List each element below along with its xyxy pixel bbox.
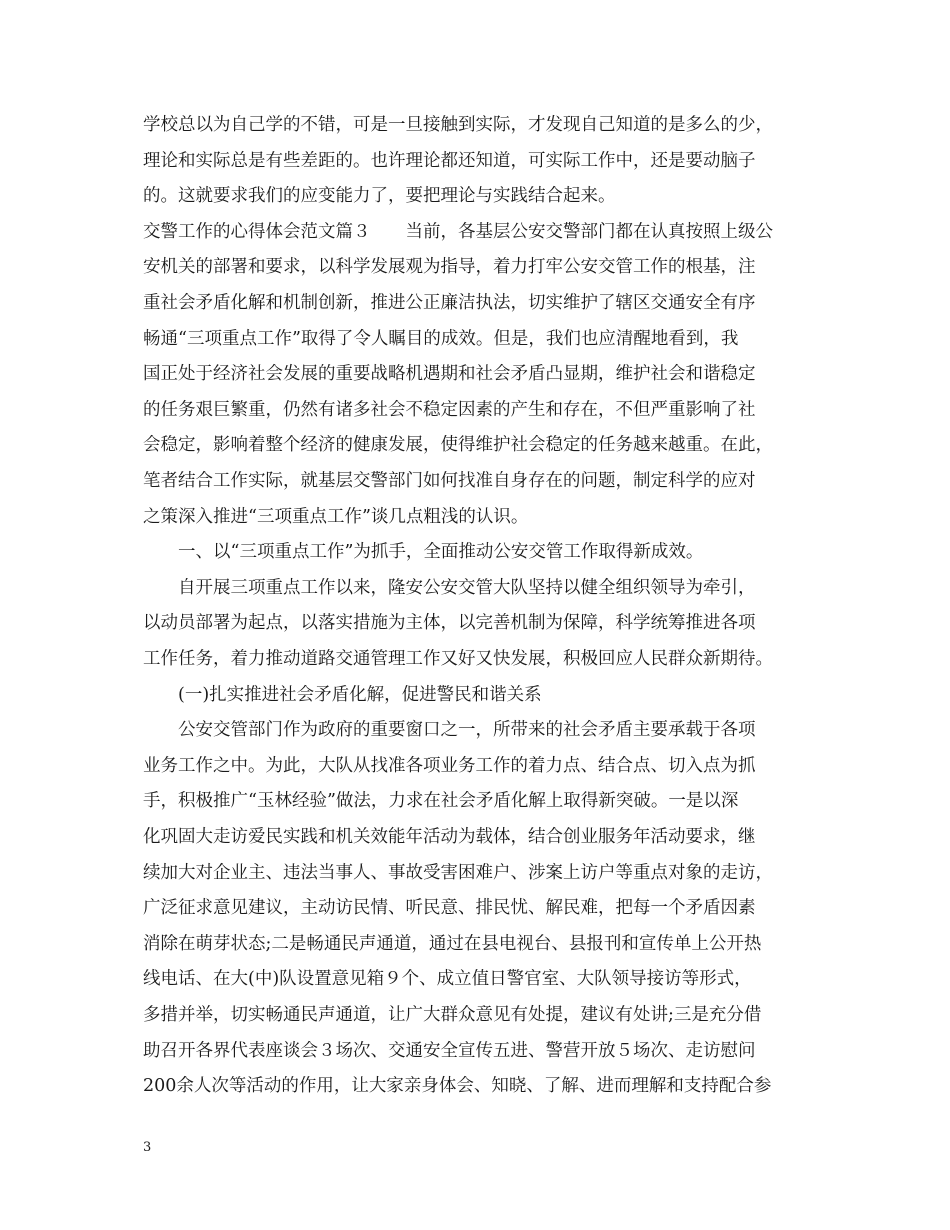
text-line: 业务工作之中。为此，大队从找准各项业务工作的着力点、结合点、切入点为抓 [143,755,756,776]
page-number: 3 [143,1140,152,1155]
text-line: 公安交管部门作为政府的重要窗口之一，所带来的社会矛盾主要承载于各项 [143,720,756,741]
text-line: 化巩固大走访爱民实践和机关效能年活动为载体，结合创业服务年活动要求，继 [143,827,756,847]
text-line: 的。这就要求我们的应变能力了，要把理论与实践结合起来。 [143,186,616,207]
text-line: 重社会矛盾化解和机制创新，推进公正廉洁执法，切实维护了辖区交通安全有序 [143,293,756,313]
text-line: 广泛征求意见建议，主动访民情、听民意、排民忧、解民难，把每一个矛盾因素 [143,898,756,919]
text-line: 助召开各界代表座谈会３场次、交通安全宣传五进、警营开放５场次、走访慰问 [143,1040,756,1061]
text-line: 国正处于经济社会发展的重要战略机遇期和社会矛盾凸显期，维护社会和谐稳定 [143,364,756,385]
text-line: 的任务艰巨繁重，仍然有诸多社会不稳定因素的产生和存在，不但严重影响了社 [143,399,756,420]
text-line: 之策深入推进“三项重点工作”谈几点粗浅的认识。 [143,506,529,527]
text-line: 交警工作的心得体会范文篇３ 当前，各基层公安交警部门都在认真按照上级公 [143,221,773,242]
text-line: 续加大对企业主、违法当事人、事故受害困难户、涉案上访户等重点对象的走访， [143,862,773,883]
text-line: 理论和实际总是有些差距的。也许理论都还知道，可实际工作中，还是要动脑子 [143,150,756,171]
text-line: 以动员部署为起点，以落实措施为主体，以完善机制为保障，科学统筹推进各项 [143,613,756,634]
text-line: 会稳定，影响着整个经济的健康发展，使得维护社会稳定的任务越来越重。在此， [143,435,773,456]
text-line: 畅通“三项重点工作”取得了令人瞩目的成效。但是，我们也应清醒地看到，我 [143,328,739,349]
text-line: (一)扎实推进社会矛盾化解，促进警民和谐关系 [143,684,542,705]
text-line: 学校总以为自己学的不错，可是一旦接触到实际，才发现自己知道的是多么的少， [143,115,773,135]
text-line: 工作任务，着力推动道路交通管理工作又好又快发展，积极回应人民群众新期待。 [143,649,773,669]
text-line: 线电话、在大(中)队设置意见箱９个、成立值日警官室、大队领导接访等形式， [143,969,752,990]
text-line: 安机关的部署和要求，以科学发展观为指导，着力打牢公安交管工作的根基，注 [143,257,756,278]
text-line: 消除在萌芽状态;二是畅通民声通道，通过在县电视台、县报刊和宣传单上公开热 [143,933,762,954]
text-line: 一、以“三项重点工作”为抓手，全面推动公安交管工作取得新成效。 [143,542,704,563]
text-line: 手，积极推广“玉林经验”做法，力求在社会矛盾化解上取得新突破。一是以深 [143,791,739,812]
text-line: 200余人次等活动的作用，让大家亲身体会、知晓、了解、进而理解和支持配合参 [143,1076,772,1097]
text-line: 多措并举，切实畅通民声通道，让广大群众意见有处提，建议有处讲;三是充分借 [143,1005,762,1025]
text-line: 自开展三项重点工作以来，隆安公安交管大队坚持以健全组织领导为牵引， [143,577,756,598]
text-line: 笔者结合工作实际，就基层交警部门如何找准自身存在的问题，制定科学的应对 [143,471,756,491]
